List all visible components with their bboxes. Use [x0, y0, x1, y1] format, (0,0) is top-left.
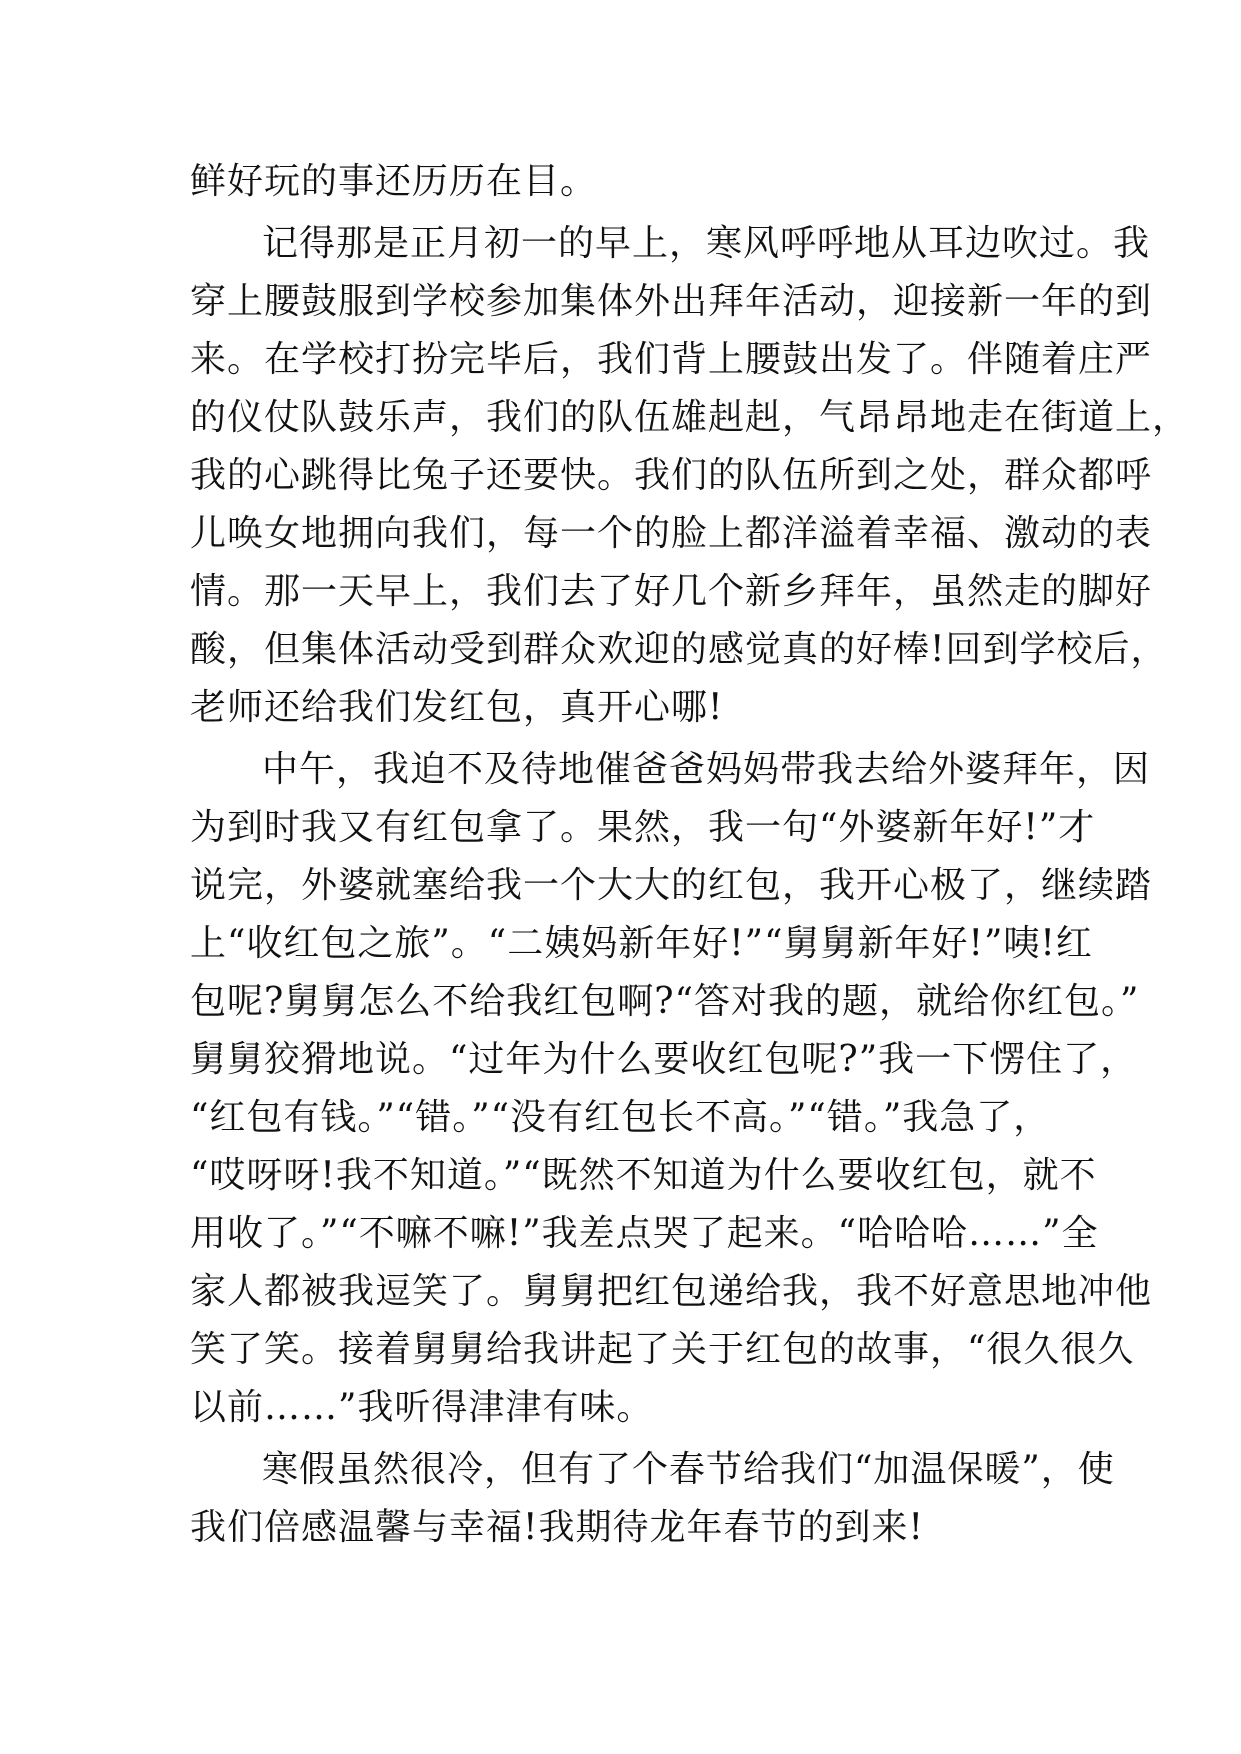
text-line: 酸，但集体活动受到群众欢迎的感觉真的好棒!回到学校后，	[190, 629, 1168, 670]
paragraph-4	[190, 1441, 1115, 1557]
text-line: “红包有钱。”“错。”“没有红包长不高。”“错。”我急了，	[190, 1097, 1051, 1138]
text-line: 我们倍感温馨与幸福!我期待龙年春节的到来!	[190, 1507, 924, 1548]
text-line: 记得那是正月初一的早上，寒风呼呼地从耳边吹过。我	[262, 223, 1151, 264]
text-line: 上“收红包之旅”。“二姨妈新年好!”“舅舅新年好!”咦!红	[190, 923, 1093, 964]
text-line: 我的心跳得比兔子还要快。我们的队伍所到之处，群众都呼	[190, 455, 1153, 496]
text-line: 以前……”我听得津津有味。	[190, 1387, 654, 1428]
text-line: 老师还给我们发红包，真开心哪!	[190, 687, 724, 728]
text-line: 用收了。”“不嘛不嘛!”我差点哭了起来。“哈哈哈……”全	[190, 1213, 1099, 1254]
paragraph-3	[190, 741, 1153, 1437]
text-line: 包呢?舅舅怎么不给我红包啊?“答对我的题，就给你红包。”	[190, 981, 1140, 1022]
text-line: 舅舅狡猾地说。“过年为什么要收红包呢?”我一下愣住了，	[190, 1039, 1138, 1080]
text-line: 说完，外婆就塞给我一个大大的红包，我开心极了，继续踏	[190, 865, 1153, 906]
text-line: 笑了笑。接着舅舅给我讲起了关于红包的故事，“很久很久	[190, 1329, 1135, 1370]
paragraph-1	[190, 153, 1060, 211]
document-body	[190, 153, 1190, 1557]
text-line: 来。在学校打扮完毕后，我们背上腰鼓出发了。伴随着庄严	[190, 339, 1153, 380]
text-line: 的仪仗队鼓乐声，我们的队伍雄赳赳，气昂昂地走在街道上，	[190, 397, 1190, 438]
text-line: “哎呀呀!我不知道。”“既然不知道为什么要收红包，就不	[190, 1155, 1097, 1196]
text-line: 中午，我迫不及待地催爸爸妈妈带我去给外婆拜年，因	[262, 749, 1151, 790]
text-line: 情。那一天早上，我们去了好几个新乡拜年，虽然走的脚好	[190, 571, 1153, 612]
text-line: 儿唤女地拥向我们，每一个的脸上都洋溢着幸福、激动的表	[190, 513, 1153, 554]
text-line: 寒假虽然很冷，但有了个春节给我们“加温保暖”，使	[262, 1449, 1115, 1490]
text-line: 鲜好玩的事还历历在目。	[190, 161, 598, 202]
text-line: 穿上腰鼓服到学校参加集体外出拜年活动，迎接新一年的到	[190, 281, 1153, 322]
text-line: 为到时我又有红包拿了。果然，我一句“外婆新年好!”才	[190, 807, 1096, 848]
text-line: 家人都被我逗笑了。舅舅把红包递给我，我不好意思地冲他	[190, 1271, 1153, 1312]
paragraph-2	[190, 215, 1190, 737]
